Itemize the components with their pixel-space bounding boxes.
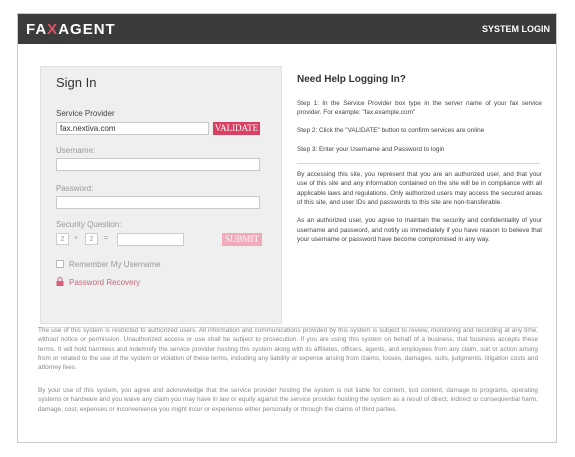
lock-icon [56, 277, 64, 286]
footer-terms-paragraph-1: The use of this system is restricted to authorized users. All information and communications provided by this system is subject to review, monitoring and recording at any time, without notice or permission. Unauthorized access or use shall be subject to prosecution. If you are using this system on behalf of a business, that business accepts these terms. It will hold harmless and indemnify the service provider hosting this system along with its affiliates, officers, agents, and employees from any claim, suit or action arising from or related to the use of the system or violation of these terms, including any liability or expense arising from claims, losses, damages, suits, judgments, litigation costs and attorney fees. [38, 327, 538, 372]
help-step-1: Step 1: In the Service Provider box type in the server name of your fax service provider. For example: "fax.example.com" [297, 100, 542, 117]
logo-x: X [47, 21, 59, 38]
login-frame [17, 13, 557, 443]
validate-button[interactable]: VALIDATE [214, 123, 259, 133]
system-login-title: SYSTEM LOGIN [481, 24, 550, 34]
help-divider [297, 163, 540, 164]
security-question-label: Security Question: [56, 220, 122, 229]
help-title: Need Help Logging In? [297, 74, 406, 85]
service-provider-input[interactable] [56, 122, 209, 135]
remember-username-label[interactable]: Remember My Username [69, 260, 161, 269]
service-provider-label: Service Provider [56, 109, 115, 118]
help-paragraph-1: By accessing this site, you represent that you are an authorized user, and that your use of this site and any information contained on the site will be in compliance with all applicable laws and regulations. Only authorized users may access the secured areas of this site, and user IDs and passwords to this site are non-transferable. [297, 171, 542, 206]
password-input[interactable] [56, 196, 260, 209]
top-bar [18, 14, 556, 44]
sign-in-title: Sign In [56, 75, 97, 90]
username-input[interactable] [56, 158, 260, 171]
password-label: Password: [56, 184, 94, 193]
remember-username-checkbox[interactable] [56, 260, 64, 268]
security-operand-b: 2 [85, 233, 98, 245]
footer-terms-paragraph-2: By your use of this system, you agree and acknowledge that the service provider hosting the system is not liable for content, lost content, damage to programs, operating systems or hardware and you waive any claim you may have in law or equity against the service provider hosting the system as a result of direct, indirect or consequential harm, damage, cost, expenses or inconvenience you might incur or experience either personally or through the claims of third parties. [38, 387, 538, 413]
submit-button[interactable]: SUBMIT [222, 233, 262, 246]
security-operand-a: 2 [56, 233, 69, 245]
sign-in-panel [40, 66, 282, 324]
logo-text-left: FA [26, 21, 48, 38]
help-step-3: Step 3: Enter your Username and Password to login [297, 145, 445, 153]
help-panel [297, 74, 542, 244]
help-step-2: Step 2: Click the "VALIDATE" button to confirm services are online [297, 126, 485, 134]
help-paragraph-2: As an authorized user, you agree to maintain the security and confidentiality of your username and password, and notify us immediately if you have reason to believe that your username or password have become compromised in any way. [297, 217, 542, 243]
security-answer-input[interactable] [117, 233, 184, 246]
faxagent-logo [26, 21, 116, 38]
username-label: Username: [56, 146, 96, 155]
logo-text-right: AGENT [58, 21, 116, 38]
security-equals: = [104, 235, 109, 242]
password-recovery-link[interactable]: Password Recovery [69, 278, 141, 287]
security-operator: + [74, 235, 79, 242]
